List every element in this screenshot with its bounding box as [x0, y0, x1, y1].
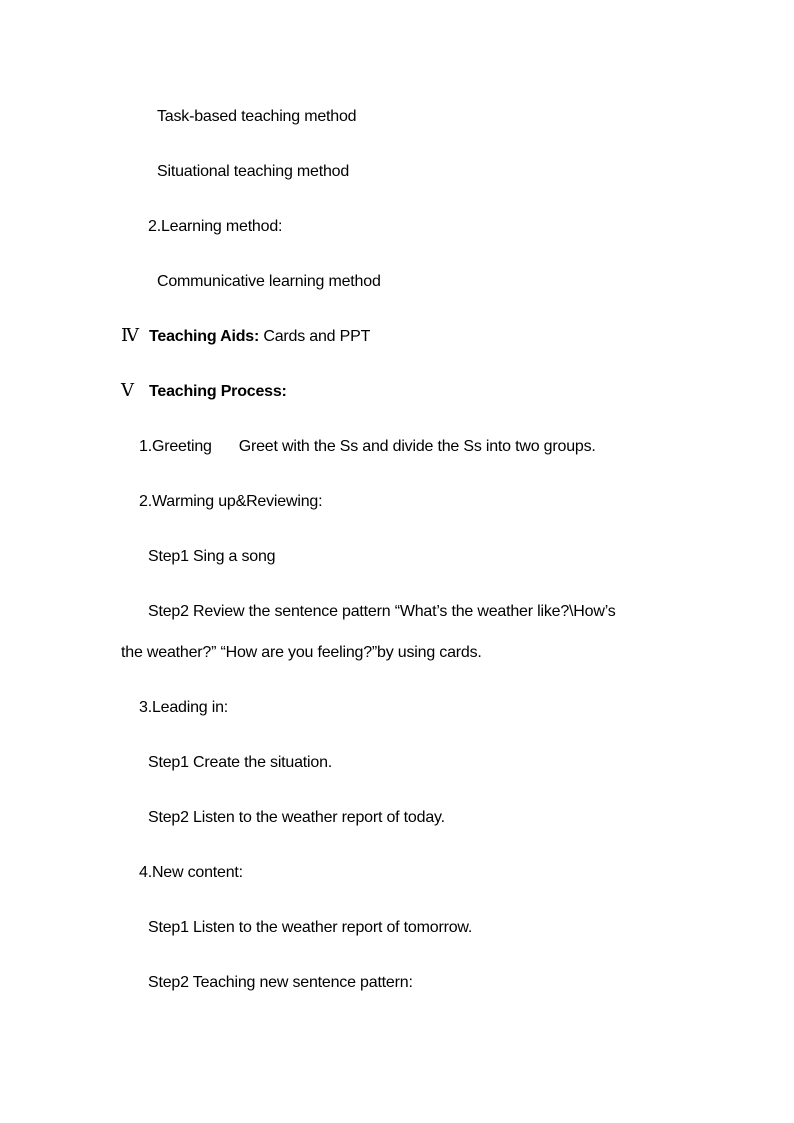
section-teaching-aids [121, 326, 370, 347]
situational-method: Situational teaching method [157, 163, 350, 180]
section-v-numeral: Ⅴ [121, 380, 134, 401]
leading-step1: Step1 Create the situation. [148, 754, 333, 771]
teaching-aids-label: Teaching Aids: [149, 328, 260, 345]
warming-step2-line1: Step2 Review the sentence pattern “What’s the weather like?\How’s [148, 603, 616, 620]
greeting-number: 1.Greeting [139, 438, 212, 455]
warming-up-heading: 2.Warming up&Reviewing: [139, 493, 323, 510]
task-based-method: Task-based teaching method [157, 108, 357, 125]
leading-step2: Step2 Listen to the weather report of today. [148, 809, 445, 826]
new-step1: Step1 Listen to the weather report of tomorrow. [148, 919, 473, 936]
greeting-line [139, 437, 596, 457]
leading-in-heading: 3.Leading in: [139, 699, 229, 716]
communicative-method: Communicative learning method [157, 273, 381, 290]
greeting-text: Greet with the Ss and divide the Ss into two groups. [238, 438, 596, 455]
warming-step2-line2: the weather?” “How are you feeling?”by using cards. [121, 644, 482, 661]
teaching-aids-text: Cards and PPT [259, 328, 371, 345]
section-teaching-process [121, 381, 287, 402]
section-iv-numeral: Ⅳ [121, 325, 139, 346]
new-content-heading: 4.New content: [139, 864, 243, 881]
teaching-process-label: Teaching Process: [149, 383, 287, 400]
new-step2: Step2 Teaching new sentence pattern: [148, 974, 413, 991]
warming-step1: Step1 Sing a song [148, 548, 276, 565]
learning-method-heading: 2.Learning method: [148, 218, 283, 235]
